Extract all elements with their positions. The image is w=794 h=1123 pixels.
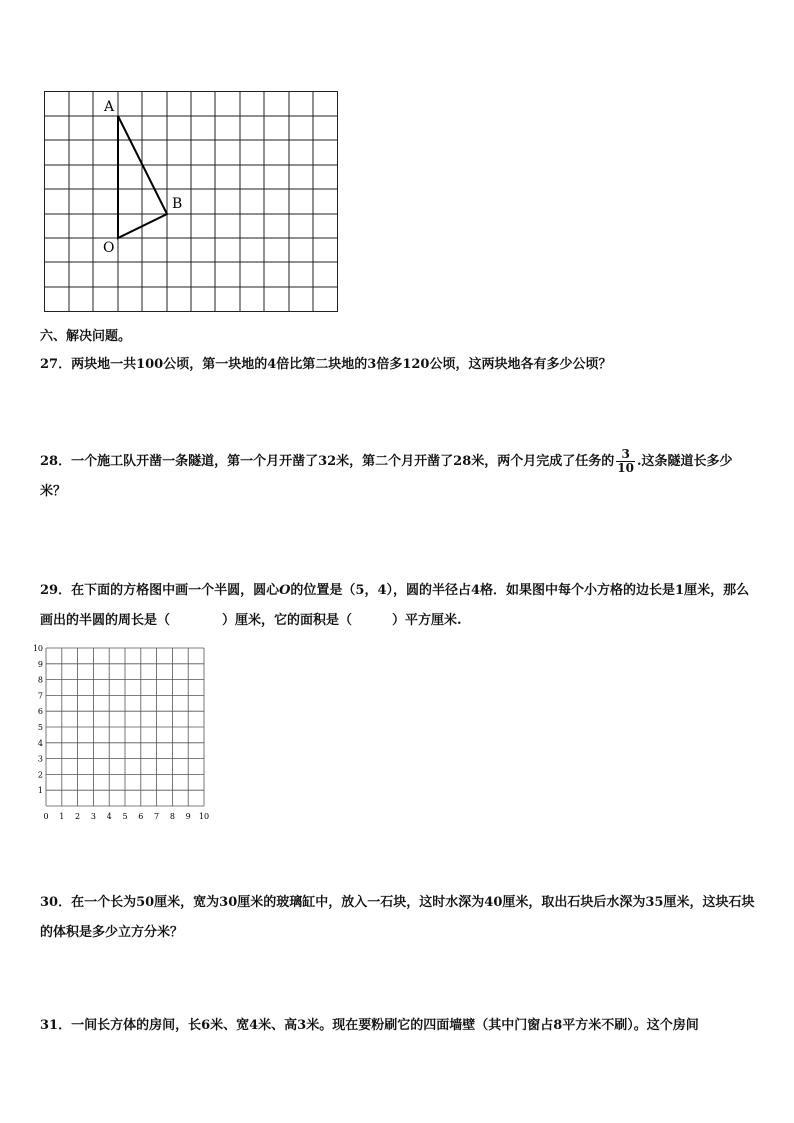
point-label-o: O — [103, 240, 115, 256]
fraction-three-tenths — [616, 448, 635, 475]
x-axis-label: 5 — [122, 812, 128, 820]
center-variable-o: O — [279, 583, 291, 598]
x-axis-label: 1 — [59, 812, 65, 820]
question-27: 27．两块地一共100公顷，第一块地的4倍比第二块地的3倍多120公顷，这两块地各有多少公顷？ — [40, 357, 612, 372]
grid-lines — [46, 648, 204, 806]
y-axis-label: 8 — [37, 675, 43, 685]
y-axis-label: 9 — [37, 659, 43, 669]
point-label-a: A — [104, 99, 115, 115]
fraction-numerator: 3 — [616, 448, 635, 462]
question-29-part4: ）平方厘米. — [392, 613, 462, 628]
question-29 — [40, 576, 756, 636]
x-axis-label: 6 — [138, 812, 144, 820]
x-axis-label: 9 — [185, 812, 191, 820]
question-29-part1: 29．在下面的方格图中画一个半圆，圆心 — [40, 583, 280, 598]
section-title: 六、解决问题。 — [40, 329, 132, 344]
y-axis-label: 10 — [32, 644, 43, 653]
y-axis-label: 1 — [37, 786, 43, 796]
question-28-text-before: 28．一个施工队开凿一条隧道，第一个月开凿了32米，第二个月开凿了28米，两个月完成了任务的 — [40, 454, 615, 469]
point-label-b: B — [172, 196, 183, 212]
x-axis-label: 3 — [90, 812, 96, 820]
y-axis-label: 3 — [37, 754, 43, 764]
question-30: 30．在一个长为50厘米，宽为30厘米的玻璃缸中，放入一石块，这时水深为40厘米，取出石块后水深为35厘米，这块石块的体积是多少立方分米？ — [40, 895, 755, 940]
grid-lines — [45, 92, 338, 312]
question-28 — [40, 447, 756, 507]
x-axis-label: 0 — [43, 812, 49, 820]
x-axis-label: 8 — [169, 812, 175, 820]
x-axis-label: 7 — [154, 812, 160, 820]
question-31: 31．一间长方体的房间，长6米、宽4米、高3米。现在要粉刷它的四面墙壁（其中门窗占8平方米不刷）。这个房间 — [40, 1018, 699, 1033]
y-axis-label: 2 — [37, 770, 43, 780]
x-axis-label: 10 — [198, 812, 210, 820]
question-29-part2: 的位置是（5，4），圆的半径占4格．如果图中每个小方格的边长是1厘米，那么画出的半圆的周长是（ — [40, 583, 750, 628]
y-axis-label: 4 — [37, 738, 43, 748]
question-29-part3: ）厘米，它的面积是（ — [222, 613, 353, 628]
y-axis-label: 7 — [37, 691, 43, 701]
y-axis-label: 5 — [37, 723, 43, 732]
coordinate-grid-figure — [30, 640, 220, 820]
x-axis-label: 2 — [75, 812, 81, 820]
x-axis-label: 4 — [106, 812, 112, 820]
fraction-denominator: 10 — [617, 461, 634, 475]
question-28-text-after: .这条隧道长多少米？ — [40, 454, 733, 499]
triangle-grid-figure — [40, 86, 344, 318]
y-axis-label: 6 — [37, 707, 43, 717]
